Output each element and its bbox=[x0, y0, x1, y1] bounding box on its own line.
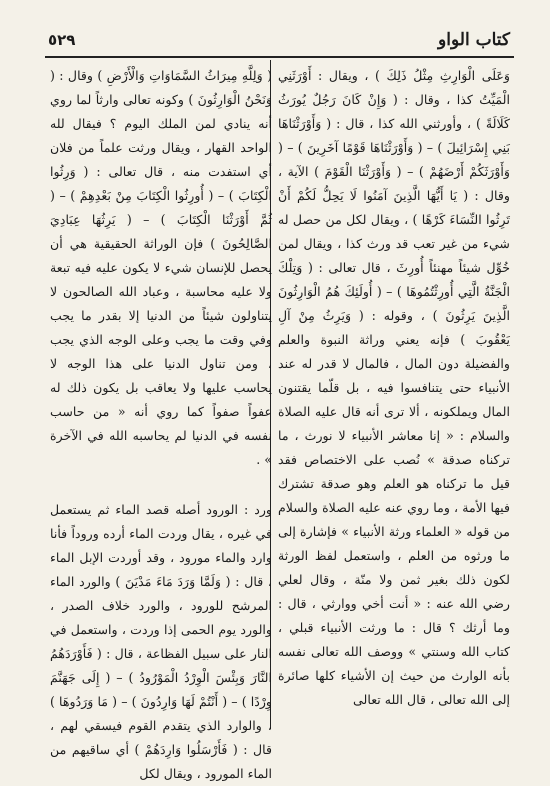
left-column-paragraph: ( وَلِلَّهِ مِيرَاثُ السَّمَاوَاتِ وَالْأَرْضِ ) وقال : ( وَنَحْنُ الْوَارِثُونَ ) وكونه تعالى وارثاً لما روي أنه ينادي لمن الملك اليوم ؟ فيقال لله الواحد القهار ، ويقال ورثت علماً من فلان أي استفدت منه ، قال تعالى : ( وَرِثُوا الْكِتَابَ ) – ( أُورِثُوا الْكِتَابَ مِنْ بَعْدِهِمْ ) – ( ثُمَّ أَوْرَثْنَا الْكِتَابَ ) – ( يَرِثُهَا عِبَادِيَ الصَّالِحُونَ ) فإن الوراثة الحقيقية هي أن يحصل للإنسان شيء لا يكون عليه فيه تبعة ولا عليه محاسبة ، وعباد الله الصالحون لا يتناولون شيئاً من الدنيا إلا بقدر ما يجب وفي وقت ما يجب وعلى الوجه الذي يجب ، ومن تناول الدنيا على هذا الوجه لا يحاسب عليها ولا يعاقب بل يكون ذلك له عفواً صفواً كما روي أنه « من حاسب نفسه في الدنيا لم يحاسبه الله في الآخرة » . bbox=[50, 68, 272, 467]
running-title: كتاب الواو bbox=[438, 30, 510, 50]
page-header bbox=[48, 28, 510, 52]
right-column bbox=[278, 64, 510, 729]
header-rule bbox=[45, 56, 514, 58]
right-column-paragraph: وَعَلَى الْوَارِثِ مِثْلُ ذَلِكَ ) ، ويقال : أَوْرَثَنِي الْمَيِّتُ كذا ، وقال : ( وَإِنْ كَانَ رَجُلٌ يُورَثُ كَلَالَةً ) ، وأورثني الله كذا ، قال : ( وَأَوْرَثْنَاهَا بَنِي إِسْرَائِيلَ ) – ( وَأَوْرَثْنَاهَا قَوْمًا آخَرِينَ ) – ( وَأَوْرَثَكُمْ أَرْضَهُمْ ) – ( وَأَوْرَثْنَا الْقَوْمَ ) الآية ، وقال : ( يَا أَيُّهَا الَّذِينَ آمَنُوا لَا يَحِلُّ لَكُمْ أَنْ تَرِثُوا النِّسَاءَ كَرْهًا ) ، ويقال لكل من حصل له شيء من غير تعب قد ورث كذا ، ويقال لمن خُوِّل شيئاً مهنئاً أُورِثَ ، قال تعالى : ( وَتِلْكَ الْجَنَّةُ الَّتِي أُورِثْتُمُوهَا ) – ( أُولَئِكَ هُمُ الْوَارِثُونَ الَّذِينَ يَرِثُونَ ) ، وقوله : ( وَيَرِثُ مِنْ آلِ يَعْقُوبَ ) فإنه يعني وراثة النبوة والعلم والفضيلة دون المال ، فالمال لا قدر له عند الأنبياء حتى يتنافسوا فيه ، بل قلّما يقتنون المال ويملكونه ، ألا ترى أنه قال عليه الصلاة والسلام : « إنا معاشر الأنبياء لا نورث ، ما تركناه صدقة » نُصب على الاختصاص فقد قيل ما تركناه هو العلم وهو صدقة تشترك فيها الأمة ، وما روي عنه عليه الصلاة والسلام من قوله « العلماء ورثة الأنبياء » فإشارة إلى ما ورثوه من العلم ، واستعمل لفظ الورثة لكون ذلك بغير ثمن ولا منّة ، وقال لعلي رضي الله عنه : « أنت أخي ووارثي ، قال : وما أرثك ؟ قال : ما ورثت الأنبياء قبلي ، كتاب الله وسنتي » ووصف الله تعالى نفسه بأنه الوارث من حيث إن الأشياء كلها صائرة إلى الله تعالى ، قال الله تعالى bbox=[278, 68, 510, 707]
page-number: ٥٢٩ bbox=[48, 31, 76, 49]
entry-ward: ورد : الورود أصله قصد الماء ثم يستعمل في غيره ، يقال وردت الماء أرده وروداً فأنا وارد والماء مورود ، وقد أوردت الإبل الماء ، قال : ( وَلَمَّا وَرَدَ مَاءَ مَدْيَنَ ) والورد الماء المرشح للورود ، والورد خلاف الصدر ، والورد يوم الحمى إذا وردت ، واستعمل في النار على سبيل الفظاعة ، قال : ( فَأَوْرَدَهُمُ النَّارَ وَبِئْسَ الْوِرْدُ الْمَوْرُودُ ) – ( إِلَى جَهَنَّمَ وِرْدًا ) – ( أَنْتُمْ لَهَا وَارِدُونَ ) – ( مَا وَرَدُوهَا ) ، والوارد الذي يتقدم القوم فيسقي لهم ، قال : ( فَأَرْسَلُوا وَارِدَهُمْ ) أي ساقيهم من الماء المورود ، ويقال لكل bbox=[50, 502, 272, 781]
left-column bbox=[50, 64, 272, 781]
